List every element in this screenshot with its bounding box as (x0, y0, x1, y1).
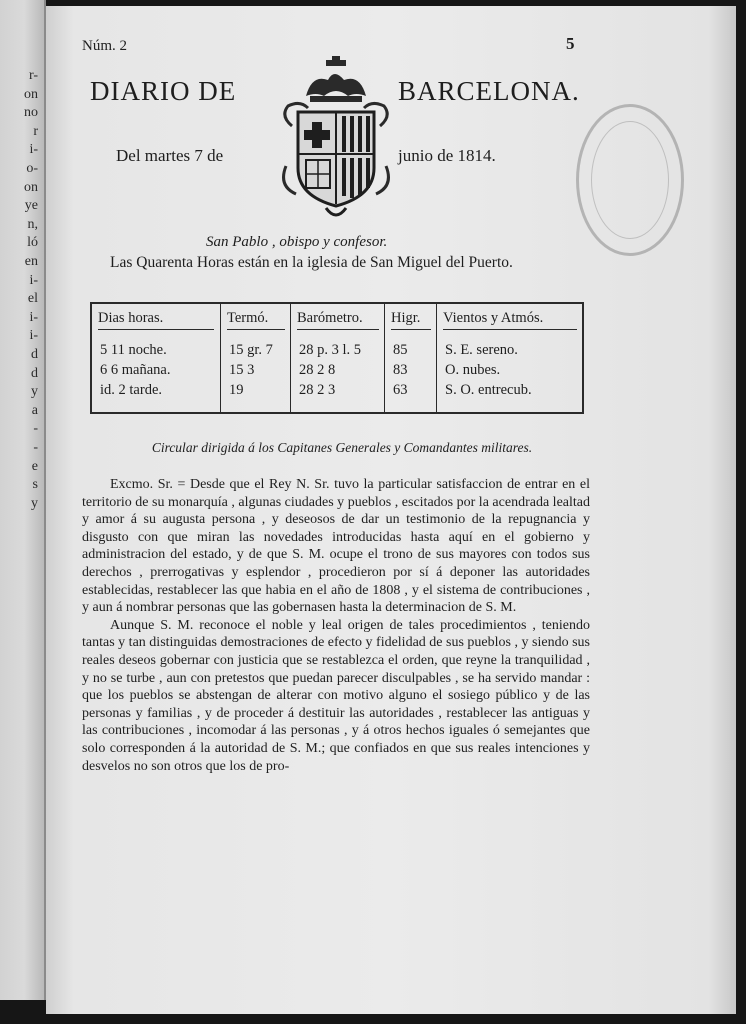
weather-cell: 15 gr. 7 (229, 342, 273, 358)
issue-date-left: Del martes 7 de (116, 146, 224, 165)
facing-page-fragment: i- (29, 142, 38, 158)
article-body (82, 476, 590, 775)
facing-page-fragment: en (24, 254, 38, 269)
weather-cell: O. nubes. (445, 362, 501, 378)
facing-page-fragment: i- (29, 272, 38, 288)
weather-cell: 15 3 (229, 362, 255, 378)
weather-cell: 6 6 mañana. (100, 362, 171, 378)
weather-cell: 85 (393, 342, 408, 358)
saint-of-the-day: San Pablo , obispo y confesor. (206, 234, 388, 250)
facing-page-fragment: on (24, 86, 38, 102)
facing-page-fragment: r- (28, 68, 38, 83)
masthead-title-left: DIARIO DE (90, 76, 237, 106)
facing-page-fragment: d (31, 365, 38, 381)
facing-page-fragment: n, (27, 216, 38, 232)
weather-header: Dias horas. (98, 310, 214, 330)
weather-cell: S. E. sereno. (445, 342, 518, 358)
newspaper-page (46, 6, 736, 1014)
facing-page-fragment: y (31, 495, 38, 511)
weather-header: Barómetro. (297, 310, 379, 330)
facing-page-fragment: a (31, 402, 38, 418)
facing-page-fragment: ye (24, 198, 38, 214)
facing-page-fragment: y (31, 384, 38, 400)
facing-page-fragment: i- (29, 328, 38, 344)
coat-of-arms-emblem (278, 56, 394, 222)
weather-column-barometer (290, 304, 385, 412)
weather-table (90, 302, 584, 414)
weather-column-hours (92, 304, 220, 412)
weather-cell: 28 2 3 (299, 382, 336, 398)
facing-page-fragment: el (27, 291, 38, 307)
weather-column-hygrometer (384, 304, 437, 412)
issue-number: Núm. 2 (82, 38, 127, 54)
weather-column-winds (436, 304, 583, 412)
article-paragraph: Aunque S. M. reconoce el noble y leal origen de tales procedimientos , teniendo tantas y tan distinguidas demostraciones de efecto y fidelidad de sus pueblos , y siendo sus reales deseos gobernar con justicia que se restablezca el orden, que reyne la tranquilidad , y no se turbe , aun con pretestos que puedan parecer disculpables , se ha servido mandar : que los pueblos se abstengan de alterar con motivo alguno el sosiego público y de las personas y familias , y de proceder á destituir las autoridades , restablecer las antiguas y las contribuciones , incomodar á las personas , y á otros hechos iguales ó semejantes que solo corresponden á la autoridad de S. M.; que confiados en que sus reales intenciones y desvelos no son otros que los de pro- (82, 617, 590, 774)
weather-header: Termó. (227, 310, 285, 330)
facing-page-fragment: - (33, 440, 38, 455)
facing-page-fragment: ló (27, 235, 38, 251)
weather-column-thermometer (220, 304, 291, 412)
weather-cell: 5 11 noche. (100, 342, 167, 358)
facing-page-fragment: s (32, 477, 38, 493)
facing-page-fragment: e (31, 458, 38, 474)
facing-page-fragment: i- (29, 309, 38, 325)
facing-page-fragment: d (31, 347, 38, 362)
article-paragraph: Excmo. Sr. = Desde que el Rey N. Sr. tuvo la particular satisfaccion de entrar en el territorio de su monarquía , algunas ciudades y pueblos , escitados por la acendrada lealtad y amor á su augusta persona , y deseosos de dar un testimonio de la repugnancia y disgusto con que miran las novedades introducidas hasta aquí en el gobierno y administracion del estado, y de que S. M. ocupe el trono de sus mayores con todos sus derechos , prerrogativas y esplendor , procedieron por sí á deponer las autoridades establecidas, restablecer las que habia en el año de 1808 , y el sistema de contribuciones , y aun á nombrar personas que las gobernasen hasta la determinacion de S. M. (82, 477, 590, 616)
weather-cell: 63 (393, 382, 408, 398)
masthead-title-right: BARCELONA. (398, 76, 580, 106)
page-number: 5 (566, 34, 575, 53)
facing-page-fragment: no (24, 105, 38, 121)
issue-date-right: junio de 1814. (398, 146, 496, 165)
library-stamp (576, 104, 684, 256)
facing-page-fragment: - (33, 421, 38, 437)
facing-page-edge (0, 0, 46, 1000)
weather-cell: 28 p. 3 l. 5 (299, 342, 362, 358)
weather-cell: 28 2 8 (299, 362, 336, 378)
quarenta-horas-notice: Las Quarenta Horas están en la iglesia de San Miguel del Puerto. (110, 254, 513, 271)
facing-page-fragment: on (24, 179, 38, 195)
weather-header: Higr. (391, 310, 431, 330)
weather-cell: id. 2 tarde. (100, 382, 163, 398)
facing-page-fragment: r (33, 123, 38, 139)
circular-heading: Circular dirigida á los Capitanes Generales y Comandantes militares. (151, 440, 533, 455)
weather-cell: S. O. entrecub. (445, 382, 532, 398)
weather-cell: 19 (229, 382, 244, 398)
weather-cell: 83 (393, 362, 408, 378)
facing-page-fragment: o- (26, 161, 38, 176)
weather-header: Vientos y Atmós. (443, 310, 577, 330)
